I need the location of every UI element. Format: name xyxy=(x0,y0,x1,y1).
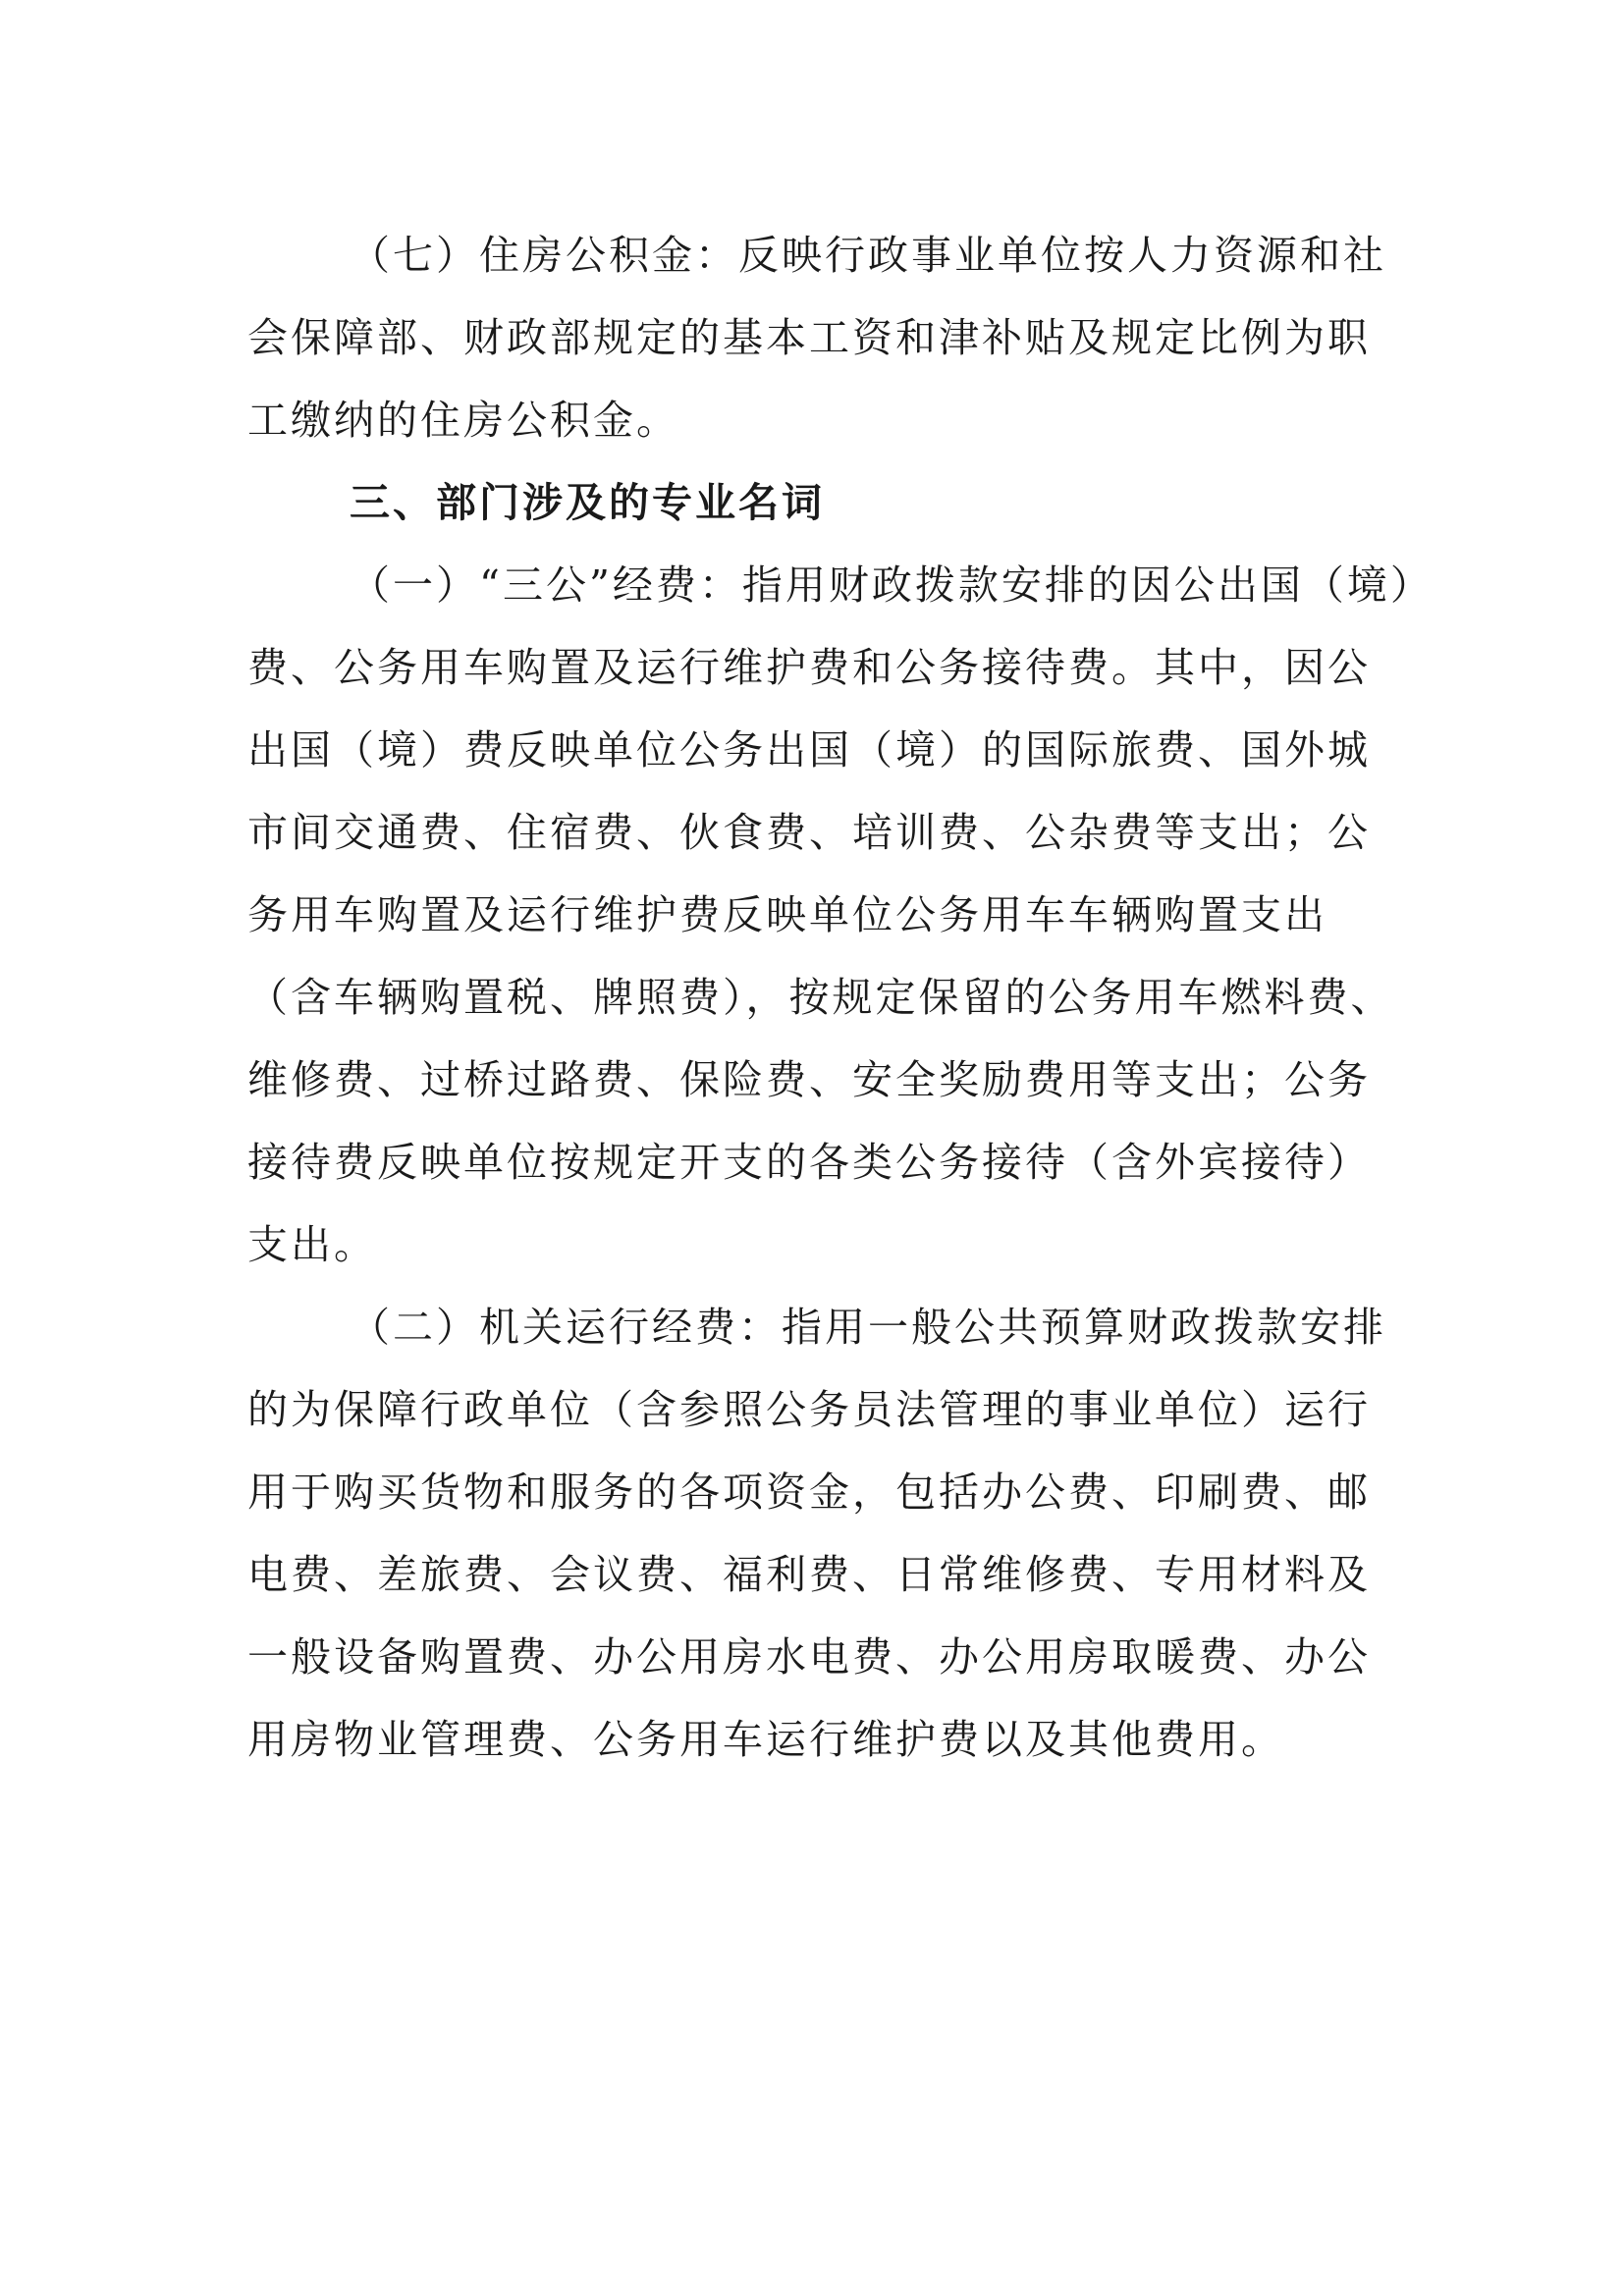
text-line: 维修费、过桥过路费、保险费、安全奖励费用等支出；公务 xyxy=(247,1056,1371,1103)
paragraph-housing-fund xyxy=(247,214,1386,461)
text-line: 用房物业管理费、公务用车运行维护费以及其他费用。 xyxy=(247,1716,1284,1763)
section-heading: 三、部门涉及的专业名词 xyxy=(350,479,825,526)
section-heading-3 xyxy=(247,461,1386,544)
text-line: 费、公务用车购置及运行维护费和公务接待费。其中，因公 xyxy=(247,644,1371,691)
text-line: 接待费反映单位按规定开支的各类公务接待（含外宾接待） xyxy=(247,1139,1371,1186)
paragraph-operating-expenses xyxy=(247,1286,1386,1781)
text-line: （二）机关运行经费：指用一般公共预算财政拨款安排 xyxy=(350,1304,1386,1351)
text-line: 出国（境）费反映单位公务出国（境）的国际旅费、国外城 xyxy=(247,726,1371,774)
text-line: 用于购买货物和服务的各项资金，包括办公费、印刷费、邮 xyxy=(247,1468,1371,1516)
text-line: 的为保障行政单位（含参照公务员法管理的事业单位）运行 xyxy=(247,1386,1371,1433)
text-line: 务用车购置及运行维护费反映单位公务用车车辆购置支出 xyxy=(247,891,1327,938)
text-line: （一）“三公”经费：指用财政拨款安排的因公出国（境） xyxy=(350,561,1434,609)
text-line: 支出。 xyxy=(247,1221,377,1268)
text-line: 电费、差旅费、会议费、福利费、日常维修费、专用材料及 xyxy=(247,1551,1371,1598)
text-line: 会保障部、财政部规定的基本工资和津补贴及规定比例为职 xyxy=(247,314,1371,361)
document-body xyxy=(247,214,1434,1781)
text-line: （七）住房公积金：反映行政事业单位按人力资源和社 xyxy=(350,232,1386,279)
text-line: 工缴纳的住房公积金。 xyxy=(247,397,679,444)
text-line: 市间交通费、住宿费、伙食费、培训费、公杂费等支出；公 xyxy=(247,809,1371,856)
paragraph-three-public-expenses xyxy=(247,544,1434,1286)
text-line: 一般设备购置费、办公用房水电费、办公用房取暖费、办公 xyxy=(247,1633,1371,1681)
text-line: （含车辆购置税、牌照费），按规定保留的公务用车燃料费、 xyxy=(247,974,1394,1021)
